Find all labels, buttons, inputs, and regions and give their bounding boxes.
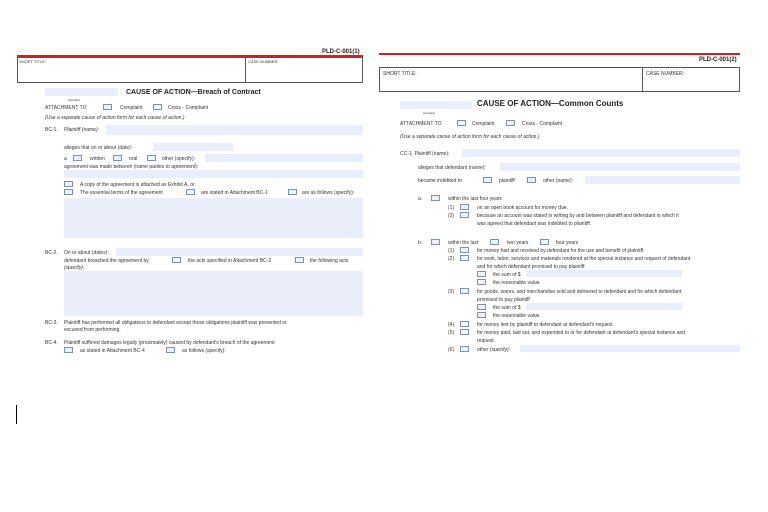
left-agreement-between-label: agreement was made between (name parties to agreement):	[64, 164, 199, 170]
right-reasonable-value-2-checkbox[interactable]	[477, 312, 486, 318]
right-cc1-label: CC-1. Plaintiff (name):	[400, 151, 450, 157]
right-work-labor-text-1: for work, labor, services and materials rendered at the special instance and request of defendant	[477, 256, 691, 262]
right-reasonable-value-checkbox[interactable]	[477, 279, 486, 285]
left-bc3-text-1: Plaintiff has performed all obligations to defendant except those obligations plaintiff was prevented or	[64, 320, 287, 326]
left-complaint-checkbox[interactable]	[103, 104, 112, 110]
left-bc4-text: Plaintiff suffered damages legally (proximately) caused by defendant's breach of the agreement	[64, 340, 275, 346]
right-four-years-label: four years	[556, 240, 579, 246]
right-plaintiff-label: plaintiff	[499, 178, 515, 184]
left-as-follows-label: as follows (specify):	[182, 348, 226, 354]
right-sum-of-checkbox[interactable]	[477, 271, 486, 277]
left-other-field[interactable]	[205, 154, 363, 162]
right-b-label: b.	[418, 240, 423, 246]
left-bc1-label: BC-1.	[45, 127, 58, 133]
right-form-title: CAUSE OF ACTION—Common Counts	[477, 99, 624, 108]
right-short-title-label: SHORT TITLE:	[383, 71, 417, 77]
right-account-stated-text-1: because an account was stated in writing by and between plaintiff and defendant in which it	[477, 213, 679, 219]
left-written-checkbox[interactable]	[73, 155, 82, 161]
left-bc4-label: BC-4.	[45, 340, 58, 346]
left-a-label: a	[64, 156, 67, 162]
right-defendant-name-field[interactable]	[500, 163, 740, 171]
left-breach-text-area[interactable]	[64, 271, 363, 316]
left-are-as-follows-label: are as follows (specify):	[302, 190, 355, 196]
right-goods-text-2: promised to pay plaintiff	[477, 297, 530, 303]
right-other-specify-label: other (specify):	[477, 347, 511, 353]
right-number-label: (number)	[423, 111, 436, 115]
right-goods-checkbox[interactable]	[460, 288, 469, 294]
right-a-label: a.	[418, 196, 423, 202]
right-money-had-label: for money had and received by defendant for the use and benefit of plaintiff.	[477, 248, 645, 254]
left-stated-bc1-checkbox[interactable]	[186, 189, 195, 195]
left-stated-bc1-label: are stated in Attachment BC-1	[201, 190, 268, 196]
right-reasonable-value-2-label: the reasonable value.	[493, 313, 541, 319]
right-b6-number: (6)	[448, 347, 455, 353]
right-became-indebted-label: became indebted to	[418, 178, 462, 184]
right-money-paid-text-1: for money paid, laid out, and expended to or for defendant at defendant's special instance and	[477, 330, 686, 336]
left-as-follows-checkbox[interactable]	[288, 189, 297, 195]
right-money-lent-label: for money lent by plaintiff to defendant at defendant's request.	[477, 322, 614, 328]
right-b5-number: (5)	[448, 330, 455, 336]
right-within-last-label: within the last	[448, 240, 479, 246]
right-complaint-checkbox[interactable]	[457, 120, 466, 126]
left-cross-complaint-checkbox[interactable]	[153, 104, 162, 110]
right-sum-of-label: the sum of $	[493, 272, 521, 278]
left-parties-field[interactable]	[64, 170, 363, 178]
left-acts-bc2-label: the acts specified in Attachment BC-2	[188, 258, 272, 264]
left-on-or-about-label: On or about (dates):	[64, 250, 109, 256]
right-other-name-checkbox[interactable]	[527, 177, 536, 183]
left-following-acts-label: the following acts	[310, 258, 349, 264]
left-other-specify-label: other (specify):	[162, 156, 196, 162]
left-bc3-label: BC-3.	[45, 320, 58, 326]
left-date-field[interactable]	[153, 143, 233, 151]
right-reasonable-value-label: the reasonable value.	[493, 280, 541, 286]
left-bc3-text-2: excused from performing.	[64, 327, 121, 333]
left-specify-label: (specify):	[64, 265, 85, 271]
right-within-last-checkbox[interactable]	[431, 239, 440, 245]
left-form-id: PLD-C-001(1)	[322, 49, 360, 55]
right-other-specify-field[interactable]	[520, 345, 740, 352]
right-b3-number: (3)	[448, 289, 455, 295]
right-cross-complaint-checkbox[interactable]	[506, 120, 515, 126]
right-plaintiff-name-field[interactable]	[462, 149, 740, 157]
right-other-specify-checkbox[interactable]	[460, 346, 469, 352]
right-sum-of-2-field[interactable]	[526, 303, 682, 310]
right-complaint-label: Complaint	[472, 121, 495, 127]
left-oral-checkbox[interactable]	[113, 155, 122, 161]
right-case-number-label: CASE NUMBER:	[646, 71, 685, 77]
left-bc2-label: BC-2.	[45, 250, 58, 256]
left-cause-number-field[interactable]	[45, 88, 118, 96]
right-sum-of-2-label: the sum of $	[493, 305, 521, 311]
right-two-years-checkbox[interactable]	[490, 239, 499, 245]
left-other-checkbox[interactable]	[147, 155, 156, 161]
right-b1-number: (1)	[448, 248, 455, 254]
left-cross-complaint-label: Cross - Complaint	[168, 105, 209, 111]
right-money-paid-checkbox[interactable]	[460, 329, 469, 335]
left-oral-label: oral	[129, 156, 138, 162]
right-alleges-defendant-label: alleges that defendant (name):	[418, 165, 486, 171]
left-short-title-label: SHORT TITLE:	[19, 59, 46, 64]
right-header-rule	[379, 53, 740, 55]
right-work-labor-checkbox[interactable]	[460, 255, 469, 261]
right-other-name-field[interactable]	[585, 176, 740, 184]
left-essential-terms-label: The essential terms of the agreement	[80, 190, 163, 196]
right-open-book-checkbox[interactable]	[460, 204, 469, 210]
left-plaintiff-name-field[interactable]	[106, 125, 363, 135]
left-form-title: CAUSE OF ACTION—Breach of Contract	[126, 89, 261, 96]
left-separate-note: (Use a separate cause of action form for each cause of action.)	[45, 115, 185, 121]
right-money-paid-text-2: request.	[477, 338, 496, 344]
left-short-title-box[interactable]	[17, 57, 246, 83]
right-sum-of-field[interactable]	[526, 270, 682, 277]
left-plaintiff-name-label: Plaintiff (name):	[64, 127, 100, 133]
left-defendant-breached-label: defendant breached the agreement by	[64, 258, 149, 264]
left-attachment-to: ATTACHMENT TO	[45, 105, 87, 111]
right-short-title-box[interactable]	[379, 67, 643, 92]
right-a2-number: (2)	[448, 213, 455, 219]
left-alleges-date-label: alleges that on or about (date):	[64, 145, 133, 151]
right-b4-number: (4)	[448, 322, 455, 328]
right-money-had-checkbox[interactable]	[460, 247, 469, 253]
right-two-years-label: two years	[507, 240, 529, 246]
left-copy-attached-label: A copy of the agreement is attached as Exhibit A, or	[80, 182, 195, 188]
text-cursor	[16, 405, 17, 424]
left-terms-text-area[interactable]	[64, 198, 363, 238]
left-number-label: (number)	[68, 98, 81, 102]
right-within-four-label: within the last four years	[448, 196, 502, 202]
left-copy-attached-checkbox[interactable]	[64, 181, 73, 187]
right-four-years-checkbox[interactable]	[540, 239, 549, 245]
left-as-stated-bc4-label: as stated in Attachment BC-4	[80, 348, 145, 354]
right-separate-note: (Use a separate cause of action form for each cause of action.)	[400, 134, 540, 140]
left-as-follows-bc4-checkbox[interactable]	[166, 347, 175, 353]
left-case-number-label: CASE NUMBER:	[248, 59, 279, 64]
right-plaintiff-checkbox[interactable]	[483, 177, 492, 183]
left-essential-terms-checkbox[interactable]	[64, 189, 73, 195]
right-within-four-checkbox[interactable]	[431, 195, 440, 201]
left-breach-date-field[interactable]	[116, 248, 363, 256]
right-money-lent-checkbox[interactable]	[460, 321, 469, 327]
right-cross-complaint-label: Cross - Complaint	[522, 121, 563, 127]
right-form-id: PLD-C-001(2)	[699, 57, 737, 63]
left-stated-bc4-checkbox[interactable]	[64, 347, 73, 353]
left-acts-bc2-checkbox[interactable]	[172, 257, 181, 263]
left-following-acts-checkbox[interactable]	[295, 257, 304, 263]
right-b2-number: (2)	[448, 256, 455, 262]
right-sum-of-2-checkbox[interactable]	[477, 304, 486, 310]
right-a1-number: (1)	[448, 205, 455, 211]
left-complaint-label: Complaint	[120, 105, 143, 111]
right-other-name-label: other (name):	[543, 178, 574, 184]
right-goods-text-1: for goods, wares, and merchandise sold and delivered to defendant and for which defendant	[477, 289, 682, 295]
right-account-stated-checkbox[interactable]	[460, 212, 469, 218]
right-attachment-to: ATTACHMENT TO	[400, 121, 442, 127]
left-written-label: written	[90, 156, 105, 162]
right-open-book-label: on an open book account for money due.	[477, 205, 568, 211]
right-work-labor-text-2: and for which defendant promised to pay plaintiff.	[477, 264, 586, 270]
right-account-stated-text-2: was agreed that defendant was indebted to plaintiff.	[477, 221, 592, 227]
right-cause-number-field[interactable]	[400, 101, 472, 109]
